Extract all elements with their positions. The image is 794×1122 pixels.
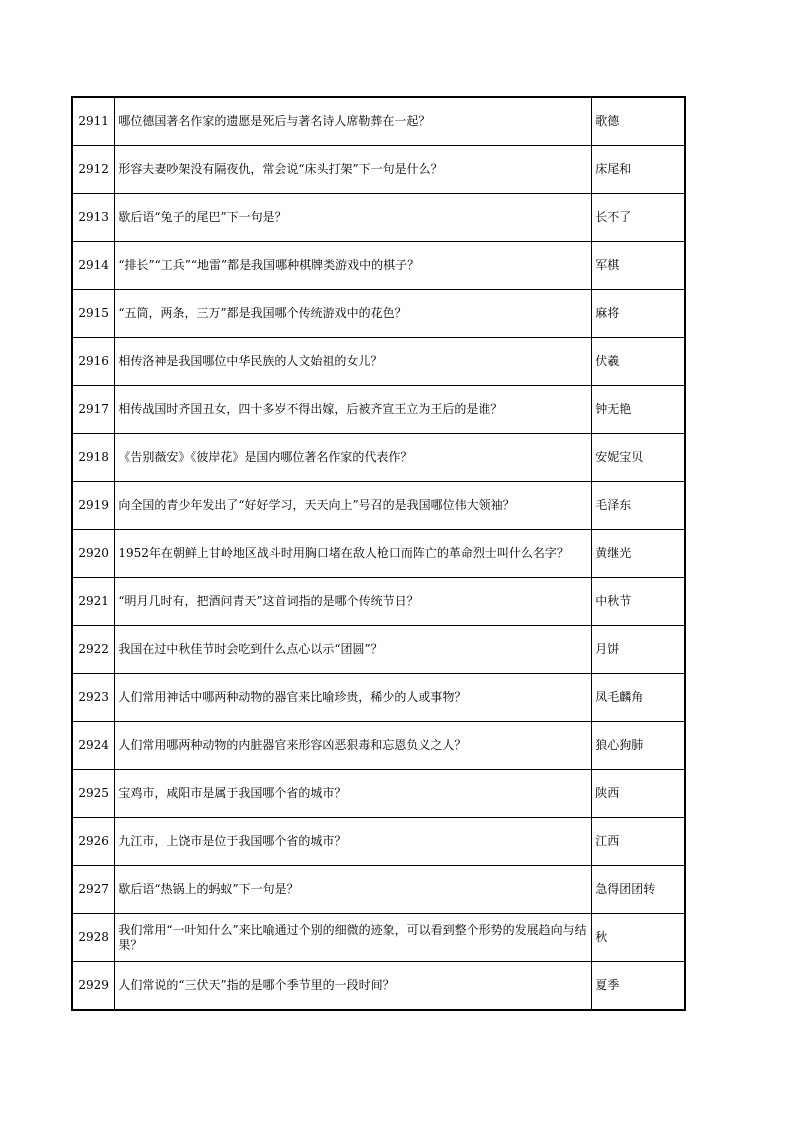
question-number: 2926 — [72, 818, 115, 866]
quiz-table-body — [72, 97, 685, 1010]
table-row — [72, 866, 685, 914]
table-row — [72, 818, 685, 866]
table-row — [72, 97, 685, 146]
answer-text: 急得团团转 — [592, 866, 685, 914]
question-number: 2911 — [72, 97, 115, 146]
question-text: 形容夫妻吵架没有隔夜仇，常会说“床头打架”下一句是什么？ — [115, 146, 592, 194]
question-number: 2928 — [72, 914, 115, 962]
answer-text: 麻将 — [592, 290, 685, 338]
question-number: 2927 — [72, 866, 115, 914]
question-number: 2929 — [72, 962, 115, 1011]
question-number: 2912 — [72, 146, 115, 194]
table-row — [72, 770, 685, 818]
answer-text: 伏羲 — [592, 338, 685, 386]
question-number: 2918 — [72, 434, 115, 482]
question-text: 人们常用神话中哪两种动物的器官来比喻珍贵，稀少的人或事物？ — [115, 674, 592, 722]
question-number: 2917 — [72, 386, 115, 434]
answer-text: 狼心狗肺 — [592, 722, 685, 770]
answer-text: 中秋节 — [592, 578, 685, 626]
quiz-table — [71, 96, 686, 1011]
question-number: 2915 — [72, 290, 115, 338]
question-text: 向全国的青少年发出了“好好学习，天天向上”号召的是我国哪位伟大领袖？ — [115, 482, 592, 530]
question-number: 2923 — [72, 674, 115, 722]
question-number: 2913 — [72, 194, 115, 242]
question-text: 九江市，上饶市是位于我国哪个省的城市？ — [115, 818, 592, 866]
answer-text: 月饼 — [592, 626, 685, 674]
answer-text: 毛泽东 — [592, 482, 685, 530]
table-row — [72, 482, 685, 530]
answer-text: 凤毛麟角 — [592, 674, 685, 722]
question-text: 歇后语“热锅上的蚂蚁”下一句是？ — [115, 866, 592, 914]
question-number: 2914 — [72, 242, 115, 290]
table-row — [72, 242, 685, 290]
question-text: “排长”“工兵”“地雷”都是我国哪种棋牌类游戏中的棋子？ — [115, 242, 592, 290]
table-row — [72, 914, 685, 962]
answer-text: 军棋 — [592, 242, 685, 290]
table-row — [72, 962, 685, 1011]
table-row — [72, 290, 685, 338]
answer-text: 床尾和 — [592, 146, 685, 194]
question-number: 2921 — [72, 578, 115, 626]
question-text: 人们常说的“三伏天”指的是哪个季节里的一段时间？ — [115, 962, 592, 1011]
answer-text: 黄继光 — [592, 530, 685, 578]
question-text: 宝鸡市，咸阳市是属于我国哪个省的城市？ — [115, 770, 592, 818]
question-number: 2916 — [72, 338, 115, 386]
table-row — [72, 530, 685, 578]
question-number: 2920 — [72, 530, 115, 578]
question-number: 2922 — [72, 626, 115, 674]
table-row — [72, 386, 685, 434]
question-text: 1952年在朝鲜上甘岭地区战斗时用胸口堵在敌人枪口而阵亡的革命烈士叫什么名字？ — [115, 530, 592, 578]
question-text: 人们常用哪两种动物的内脏器官来形容凶恶狠毒和忘恩负义之人？ — [115, 722, 592, 770]
question-text: 相传洛神是我国哪位中华民族的人文始祖的女儿？ — [115, 338, 592, 386]
question-text: “五筒，两条，三万”都是我国哪个传统游戏中的花色？ — [115, 290, 592, 338]
question-number: 2925 — [72, 770, 115, 818]
answer-text: 歌德 — [592, 97, 685, 146]
question-text: 相传战国时齐国丑女，四十多岁不得出嫁，后被齐宣王立为王后的是谁？ — [115, 386, 592, 434]
question-number: 2924 — [72, 722, 115, 770]
answer-text: 安妮宝贝 — [592, 434, 685, 482]
question-text: 《告别薇安》《彼岸花》是国内哪位著名作家的代表作？ — [115, 434, 592, 482]
answer-text: 江西 — [592, 818, 685, 866]
table-row — [72, 722, 685, 770]
question-text: 哪位德国著名作家的遗愿是死后与著名诗人席勒葬在一起？ — [115, 97, 592, 146]
table-row — [72, 194, 685, 242]
table-row — [72, 146, 685, 194]
table-row — [72, 626, 685, 674]
table-row — [72, 578, 685, 626]
question-number: 2919 — [72, 482, 115, 530]
answer-text: 钟无艳 — [592, 386, 685, 434]
table-row — [72, 338, 685, 386]
question-text: 我们常用“一叶知什么”来比喻通过个别的细微的迹象，可以看到整个形势的发展趋向与结果？ — [115, 914, 592, 962]
question-text: 我国在过中秋佳节时会吃到什么点心以示“团圆”？ — [115, 626, 592, 674]
answer-text: 秋 — [592, 914, 685, 962]
answer-text: 陕西 — [592, 770, 685, 818]
answer-text: 夏季 — [592, 962, 685, 1011]
table-row — [72, 434, 685, 482]
question-text: “明月几时有，把酒问青天”这首词指的是哪个传统节日？ — [115, 578, 592, 626]
table-row — [72, 674, 685, 722]
answer-text: 长不了 — [592, 194, 685, 242]
question-text: 歇后语“兔子的尾巴”下一句是？ — [115, 194, 592, 242]
